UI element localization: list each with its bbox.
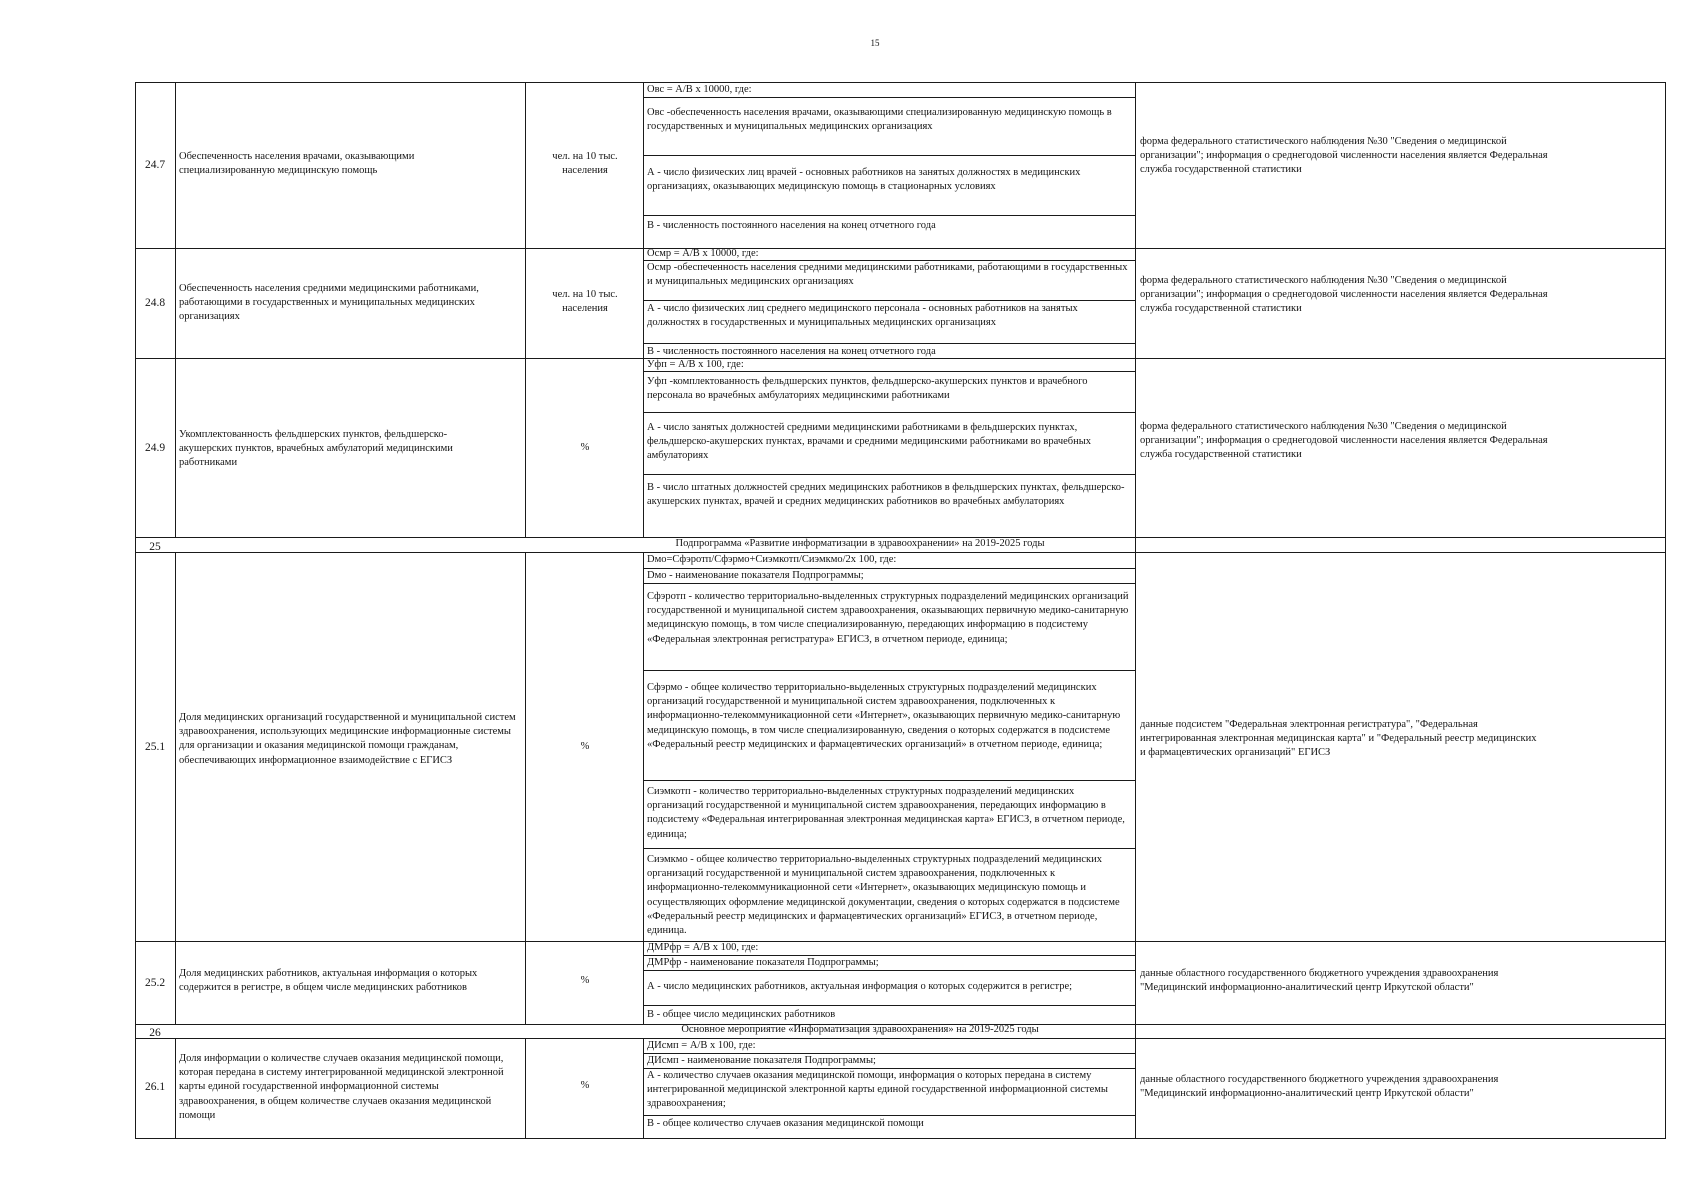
indicator-name: Обеспеченность населения врачами, оказывающими специализированную медицинскую помощь: [179, 151, 415, 177]
formula-definition: В - число штатных должностей средних медицинских работников в фельдшерских пунктах, фельдшерско-акушерских пунктах, врачей и средних медицинских работников во врачебных амбулаториях: [647, 482, 1125, 508]
unit-of-measure: %: [580, 741, 590, 752]
data-source: форма федерального статистического наблюдения №30 "Сведения о медицинской организации"; информация о среднегодовой численности населения является Федеральная служба государственной статистики: [1140, 421, 1548, 461]
indicator-name: Доля медицинских организаций государственной и муниципальной систем здравоохранения, использующих медицинские информационные системы для организации и оказания медицинской помощи гражданам, обеспечивающих информационное взаимодействие с ЕГИСЗ: [179, 712, 516, 766]
col-divider-name: [525, 552, 526, 1024]
formula-definition: ДИсмп - наименование показателя Подпрограммы;: [647, 1055, 876, 1066]
formula-divider: [643, 1115, 1136, 1116]
data-source: данные подсистем "Федеральная электронная регистратура", "Федеральная интегрированная электронная медицинская карта" и "Федеральный реестр медицинских и фармацевтических организаций" ЕГИСЗ: [1140, 719, 1537, 759]
indicator-name: Укомплектованность фельдшерских пунктов, фельдшерско-акушерских пунктов, врачебных амбулаторий медицинскими работниками: [179, 429, 453, 469]
formula-definition: Овс -обеспеченность населения врачами, оказывающими специализированную медицинскую помощь в государственных и муниципальных медицинских организациях: [647, 107, 1112, 133]
indicator-name: Доля информации о количестве случаев оказания медицинской помощи, которая передана в систему интегрированной медицинской электронной карты единой государственной информационной системы здравоохранения, в общем количестве случаев оказания медицинской помощи: [179, 1053, 504, 1121]
unit-of-measure: %: [580, 975, 590, 986]
data-source: форма федерального статистического наблюдения №30 "Сведения о медицинской организации"; информация о среднегодовой численности населения является Федеральная служба государственной статистики: [1140, 136, 1548, 176]
formula-definition: А - количество случаев оказания медицинской помощи, информация о которых передана в систему интегрированной медицинской электронной карты единой государственной информационной системы здравоохранения;: [647, 1070, 1108, 1110]
indicator-name: Доля медицинских работников, актуальная информация о которых содержится в регистре, в общем числе медицинских работников: [179, 968, 478, 994]
unit-of-measure: чел. на 10 тыс. населения: [552, 289, 618, 315]
row-number: 24.8: [144, 297, 166, 309]
section-title: Основное мероприятие «Информатизация здравоохранения» на 2019-2025 годы: [681, 1024, 1039, 1035]
table-border-bottom: [135, 1138, 1666, 1139]
table-border-right: [1665, 82, 1666, 1139]
formula-definition: В - численность постоянного населения на конец отчетного года: [647, 220, 936, 231]
formula-definition: А - число медицинских работников, актуальная информация о которых содержится в регистре;: [647, 981, 1073, 992]
row-number: 25.2: [144, 977, 166, 989]
unit-of-measure: %: [580, 442, 590, 453]
formula-definition: Сфэрмо - общее количество территориально-выделенных структурных подразделений медицинских организаций государственной и муниципальной систем здравоохранения, подключенных к информационно-телекоммуникационной сети «Интернет», оказывающих первичную медико-санитарную медицинскую помощь, в том числе специализированную, сведения о которых содержатся в подсистеме «Федеральный реестр медицинских и фармацевтических организаций» в отчетном периоде, единица;: [647, 682, 1121, 750]
formula-definition: Сиэмкотп - количество территориально-выделенных структурных подразделений медицинских организаций государственной и муниципальной систем здравоохранения, передающих информацию в подсистему «Федеральная интегрированная электронная медицинская карта» ЕГИСЗ, в отчетном периоде, единица;: [647, 786, 1125, 840]
formula-header: Dмо=Сфэротп/Сфэрмо+Сиэмкотп/Сиэмкмо/2х 100, где:: [647, 554, 897, 565]
formula-definition: В - численность постоянного населения на конец отчетного года: [647, 346, 936, 357]
data-source: форма федерального статистического наблюдения №30 "Сведения о медицинской организации"; информация о среднегодовой численности населения является Федеральная служба государственной статистики: [1140, 275, 1548, 315]
row-number: 25.1: [144, 741, 166, 753]
formula-definition: Dмо - наименование показателя Подпрограммы;: [647, 570, 864, 581]
col-divider-name: [525, 1038, 526, 1139]
section-number: 25: [149, 541, 161, 553]
col-divider-unit: [643, 552, 644, 1024]
formula-divider: [643, 412, 1136, 413]
col-divider-unit: [643, 82, 644, 537]
formula-divider: [643, 670, 1136, 671]
formula-divider: [643, 780, 1136, 781]
formula-definition: Сиэмкмо - общее количество территориально-выделенных структурных подразделений медицинских организаций государственной и муниципальной систем здравоохранения, подключенных к информационно-телекоммуникационной сети «Интернет», оказывающих медицинскую помощь и осуществляющих оформление медицинской документации, сведения о которых содержатся в подсистеме «Федеральный реестр медицинских и фармацевтических организаций» ЕГИСЗ, в отчетном периоде, единица.: [647, 854, 1120, 937]
page-number: 15: [870, 38, 880, 48]
unit-of-measure: %: [580, 1080, 590, 1091]
col-divider-number: [175, 1038, 176, 1139]
formula-divider: [643, 343, 1136, 344]
formula-header: Уфп = А/В х 100, где:: [647, 359, 744, 370]
formula-divider: [643, 300, 1136, 301]
formula-definition: А - число физических лиц среднего медицинского персонала - основных работников на занятых должностях в государственных и муниципальных медицинских организациях: [647, 303, 1078, 329]
formula-definition: Осмр -обеспеченность населения средними медицинскими работниками, работающими в государственных и муниципальных медицинских организациях: [647, 262, 1128, 288]
formula-divider: [643, 848, 1136, 849]
formula-definition: А - число занятых должностей средними медицинскими работниками в фельдшерских пунктах, фельдшерско-акушерских пунктах, врачами и средними медицинскими работниками во врачебных амбулаториях: [647, 422, 1092, 462]
row-number: 24.9: [144, 442, 166, 454]
formula-definition: В - общее количество случаев оказания медицинской помощи: [647, 1118, 924, 1129]
data-source: данные областного государственного бюджетного учреждения здравоохранения "Медицинский информационно-аналитический центр Иркутской области": [1140, 968, 1499, 994]
row-number: 24.7: [144, 159, 166, 171]
formula-definition: В - общее число медицинских работников: [647, 1009, 836, 1020]
formula-header: Овс = А/В х 10000, где:: [647, 84, 752, 95]
section-title: Подпрограмма «Развитие информатизации в здравоохранении» на 2019-2025 годы: [675, 538, 1045, 549]
formula-divider: [643, 474, 1136, 475]
data-source: данные областного государственного бюджетного учреждения здравоохранения "Медицинский информационно-аналитический центр Иркутской области": [1140, 1074, 1499, 1100]
col-divider-number: [175, 552, 176, 1024]
unit-of-measure: чел. на 10 тыс. населения: [552, 151, 618, 177]
col-divider-number: [175, 82, 176, 537]
section-number: 26: [149, 1027, 161, 1039]
formula-definition: Сфэротп - количество территориально-выделенных структурных подразделений медицинских организаций государственной и муниципальной систем здравоохранения, оказывающих первичную медико-санитарную медицинскую помощь, в том числе специализированную, передающих информацию в подсистему «Федеральная электронная регистратура» ЕГИСЗ, в отчетном периоде, единица;: [647, 591, 1129, 645]
formula-definition: Уфп -комплектованность фельдшерских пунктов, фельдшерско-акушерских пунктов и врачебного персонала во врачебных амбулаториях медицинскими работниками: [647, 376, 1088, 402]
col-divider-formula: [1135, 82, 1136, 1139]
row-number: 26.1: [144, 1081, 166, 1093]
formula-divider: [643, 1005, 1136, 1006]
formula-divider: [643, 155, 1136, 156]
formula-divider: [643, 215, 1136, 216]
col-divider-name: [525, 82, 526, 537]
formula-header: ДМРфр = А/В х 100, где:: [647, 942, 759, 953]
formula-header: Осмр = А/В х 10000, где:: [647, 248, 759, 259]
formula-header: ДИсмп = А/В х 100, где:: [647, 1040, 756, 1051]
formula-definition: ДМРфр - наименование показателя Подпрограммы;: [647, 957, 879, 968]
indicator-name: Обеспеченность населения средними медицинскими работниками, работающими в государственных и муниципальных медицинских организациях: [179, 283, 479, 323]
formula-definition: А - число физических лиц врачей - основных работников на занятых должностях в медицинских организациях, оказывающих медицинскую помощь в стационарных условиях: [647, 167, 1081, 193]
